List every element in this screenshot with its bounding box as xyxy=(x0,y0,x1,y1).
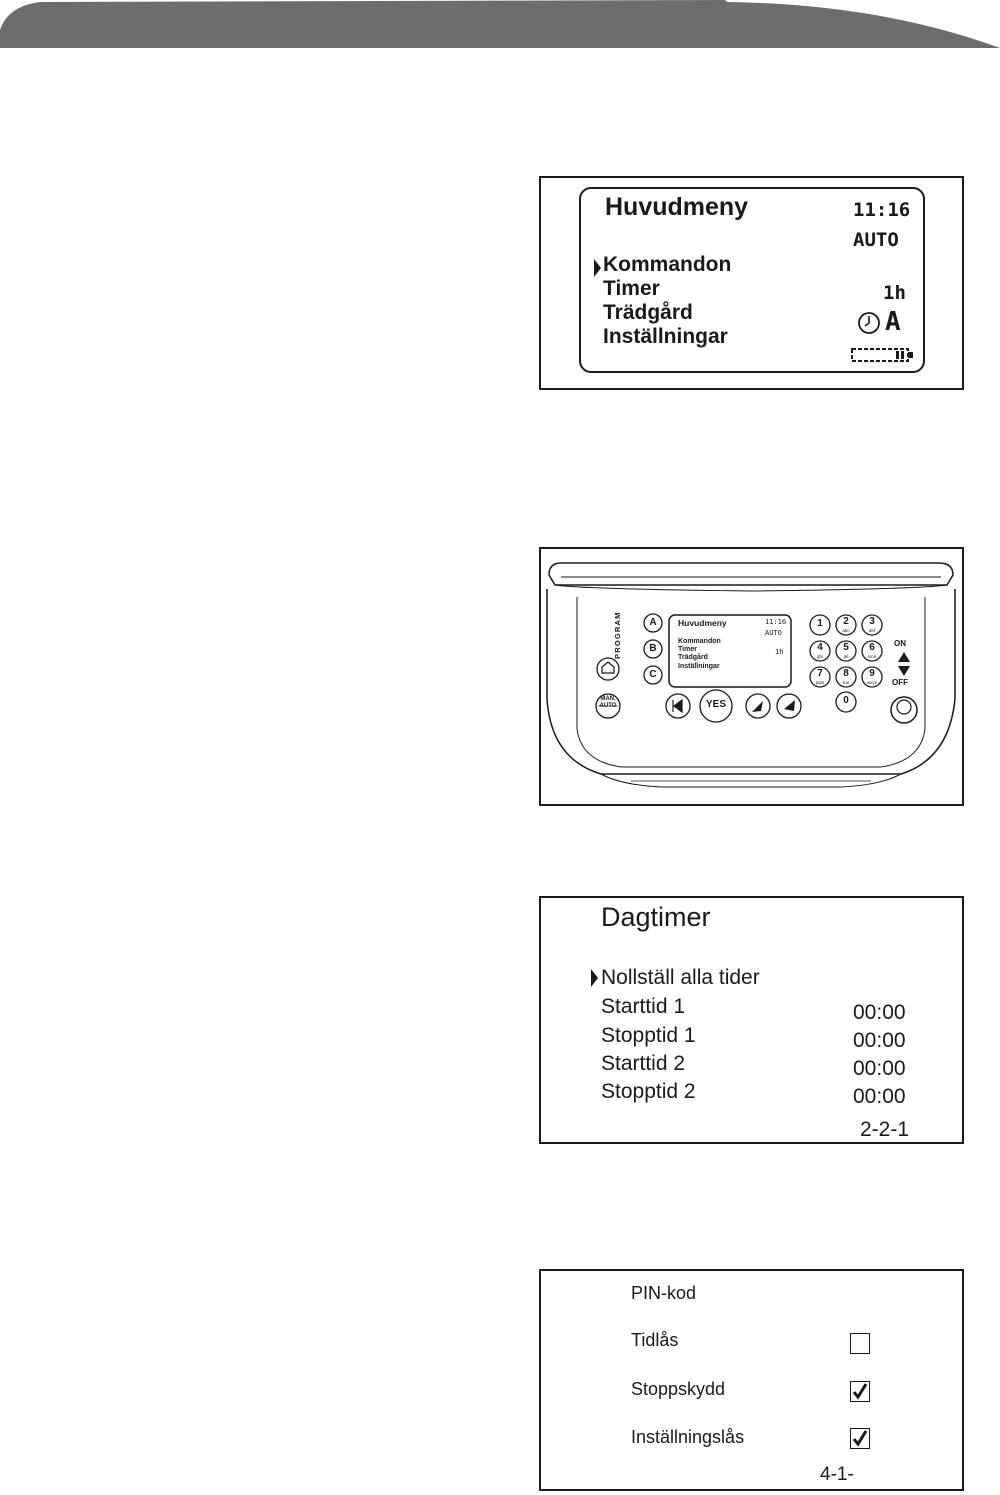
man-auto-button[interactable] xyxy=(596,696,620,709)
program-button-a[interactable]: A xyxy=(649,617,657,628)
menu-code: 2-2-1 xyxy=(860,1118,910,1141)
key-3[interactable]: 3 xyxy=(869,616,875,627)
mini-timer-value: 1h xyxy=(775,648,784,656)
mini-item-installningar: Inställningar xyxy=(678,662,720,670)
arrow-down-button[interactable] xyxy=(777,694,801,718)
time-lock-label: Tidlås xyxy=(631,1330,679,1350)
screen-title: Dagtimer xyxy=(601,902,711,932)
settings-lock-checkbox[interactable] xyxy=(850,1428,870,1449)
arrow-up-button[interactable] xyxy=(746,694,770,718)
start-time-1-item[interactable]: Starttid 1 xyxy=(601,995,686,1018)
key-8[interactable]: 8 xyxy=(843,668,849,679)
menu-item-tradgard[interactable]: Trädgård xyxy=(603,301,693,324)
key-6-letters: mno xyxy=(867,654,877,659)
reset-all-times-item[interactable]: Nollställ alla tider xyxy=(601,966,760,989)
selection-arrow-icon xyxy=(591,969,598,987)
clock-icon xyxy=(857,311,881,335)
menu-item-kommandon[interactable]: Kommandon xyxy=(603,253,732,276)
program-button-b[interactable]: B xyxy=(649,643,657,654)
program-button-c[interactable]: C xyxy=(649,669,657,680)
program-label: PROGRAM xyxy=(613,611,622,659)
selection-arrow-icon xyxy=(594,259,601,277)
yes-button[interactable]: YES xyxy=(705,699,726,710)
man-label: MAN. xyxy=(600,696,616,702)
key-7[interactable]: 7 xyxy=(817,668,823,679)
key-5-letters: jkl xyxy=(843,654,849,659)
checkmark-icon xyxy=(852,1382,868,1400)
menu-title: Huvudmeny xyxy=(605,193,749,221)
home-button[interactable] xyxy=(597,658,619,680)
power-knob[interactable] xyxy=(890,696,918,724)
on-label: ON xyxy=(894,639,906,648)
checkmark-icon xyxy=(852,1429,868,1447)
header-bar xyxy=(0,0,1000,48)
mini-item-kommandon: Kommandon xyxy=(678,638,721,645)
start-time-2-value: 00:00 xyxy=(853,1057,906,1080)
program-letter: A xyxy=(885,307,901,337)
day-timer-screen-panel xyxy=(539,896,964,1144)
menu-item-installningar[interactable]: Inställningar xyxy=(603,325,728,348)
auto-label: AUTO xyxy=(599,703,617,709)
stop-time-1-value: 00:00 xyxy=(853,1029,906,1052)
time-lock-checkbox[interactable] xyxy=(850,1333,870,1354)
key-8-letters: tuv xyxy=(842,680,849,685)
key-9-letters: wxyz xyxy=(867,680,877,685)
mini-mode: AUTO xyxy=(765,629,782,637)
screen-title: PIN-kod xyxy=(631,1283,697,1303)
key-7-letters: pqrs xyxy=(815,680,825,685)
battery-icon xyxy=(851,347,915,363)
key-6[interactable]: 6 xyxy=(869,642,875,653)
settings-lock-label: Inställningslås xyxy=(631,1427,745,1447)
key-4-letters: ghi xyxy=(816,654,823,659)
stop-protection-checkbox[interactable] xyxy=(850,1381,870,1402)
menu-code: 4-1- xyxy=(820,1464,854,1485)
back-to-start-button[interactable] xyxy=(666,694,690,718)
key-2[interactable]: 2 xyxy=(843,616,849,627)
stop-time-1-item[interactable]: Stopptid 1 xyxy=(601,1024,696,1047)
key-9[interactable]: 9 xyxy=(869,668,875,679)
timer-value: 1h xyxy=(883,282,906,304)
control-unit-panel xyxy=(539,547,964,806)
lcd-display xyxy=(579,187,925,373)
mini-menu xyxy=(678,638,721,671)
mini-item-tradgard: Trädgård xyxy=(678,654,708,662)
key-5[interactable]: 5 xyxy=(843,642,849,653)
mode-indicator: AUTO xyxy=(853,229,899,251)
key-3-letters: def xyxy=(868,628,876,633)
mini-item-timer: Timer xyxy=(678,646,697,654)
mini-title: Huvudmeny xyxy=(678,618,727,628)
off-label: OFF xyxy=(892,678,908,687)
pin-code-screen-panel xyxy=(539,1269,964,1491)
key-1[interactable]: 1 xyxy=(817,618,823,629)
key-4[interactable]: 4 xyxy=(817,642,823,653)
main-menu-screen-panel xyxy=(539,176,964,390)
menu-item-timer[interactable]: Timer xyxy=(603,277,660,300)
key-0[interactable]: 0 xyxy=(843,695,849,706)
stop-time-2-item[interactable]: Stopptid 2 xyxy=(601,1080,696,1103)
start-time-1-value: 00:00 xyxy=(853,1001,906,1024)
clock-time: 11:16 xyxy=(853,199,911,221)
start-time-2-item[interactable]: Starttid 2 xyxy=(601,1052,686,1075)
mini-time: 11:16 xyxy=(765,618,787,626)
key-2-letters: abc xyxy=(842,628,850,633)
stop-protection-label: Stoppskydd xyxy=(631,1379,726,1399)
stop-time-2-value: 00:00 xyxy=(853,1085,906,1108)
